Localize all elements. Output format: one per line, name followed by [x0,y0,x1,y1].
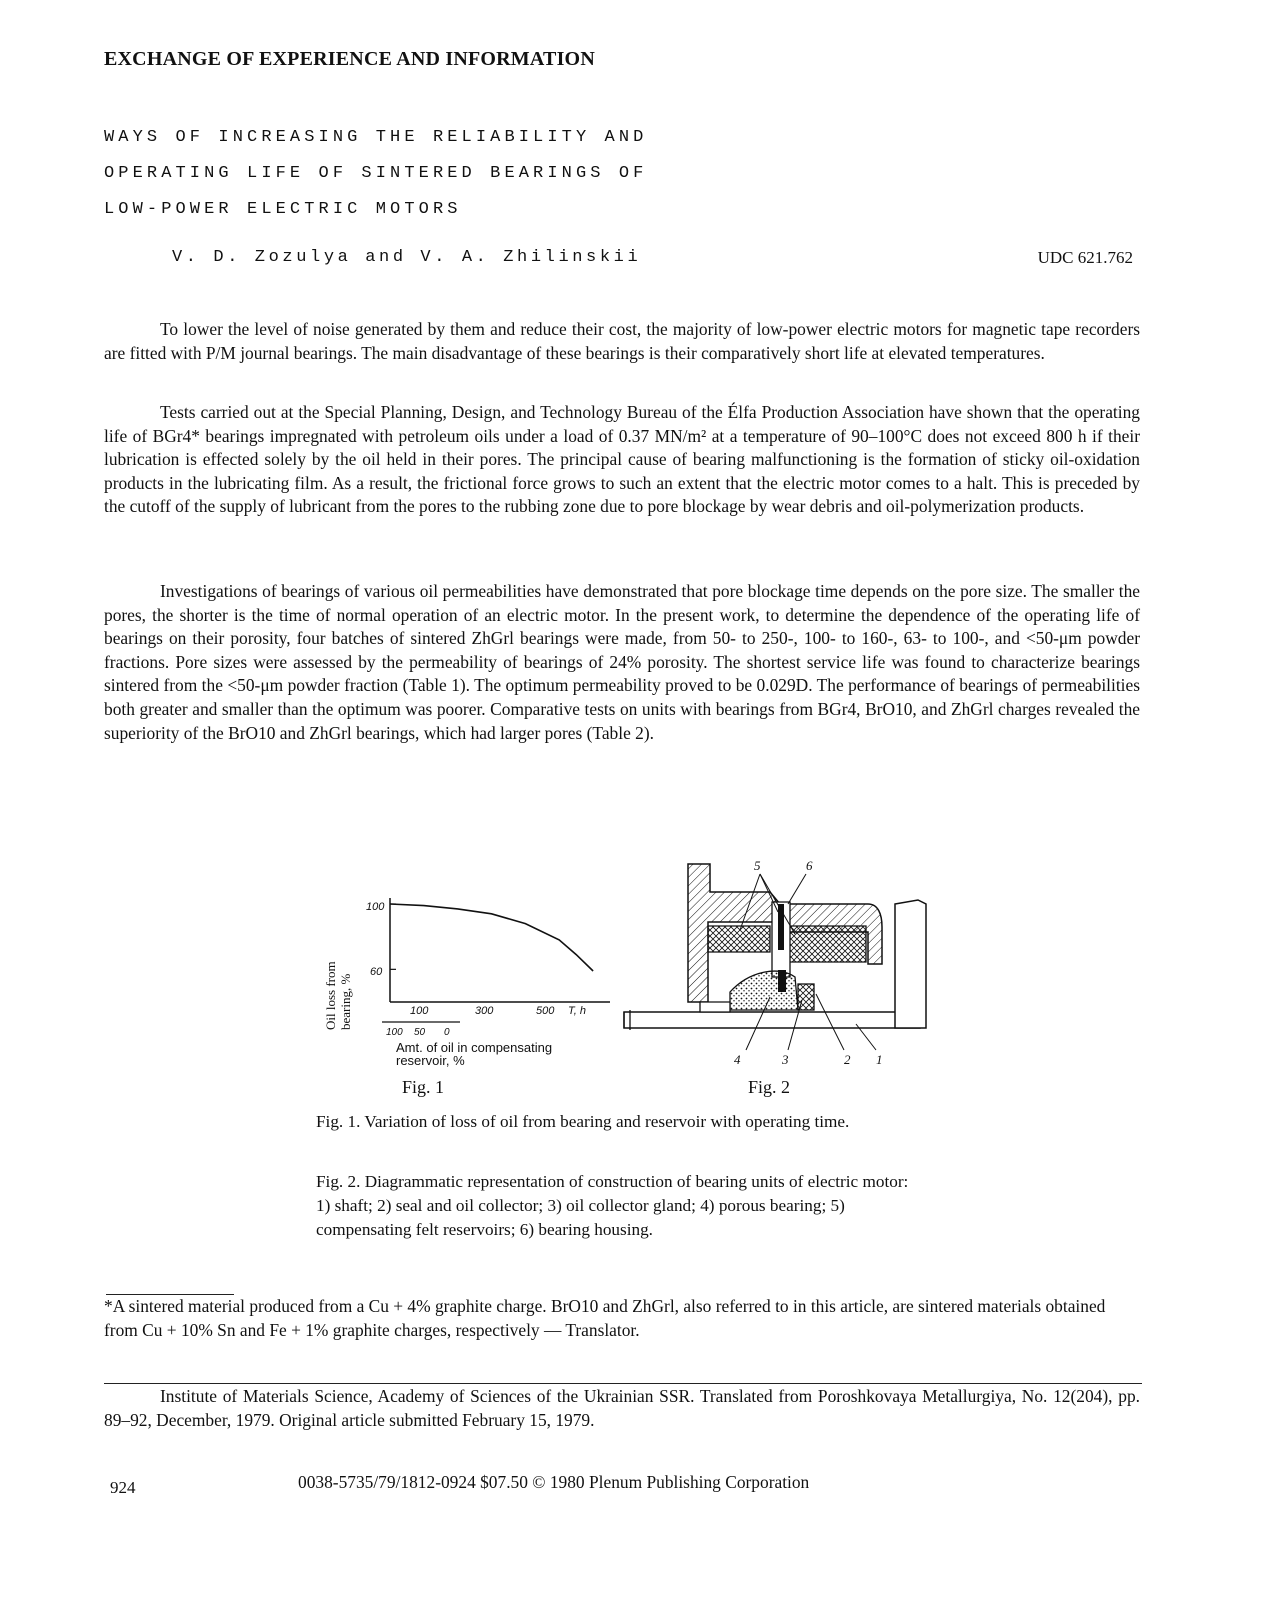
fig2-caption: Fig. 2. Diagrammatic representation of construction of bearing units of electric motor: 1) shaft; 2) seal and oil collector; 3) oil collector gland; 4) porous bearing; 5) compensating felt reservoirs; 6) bearing housing. [316,1172,909,1239]
fig1-xtick-100: 100 [410,1005,429,1017]
fig2-callout-5: 5 [754,858,761,873]
fig2-shaft [624,1012,920,1028]
fig1-rtick-0: 0 [444,1027,450,1038]
fig2-callout-6: 6 [806,858,813,873]
fig2-end-block [700,1002,730,1012]
fig1-x-unit: T, h [568,1005,586,1017]
udc-code: UDC 621.762 [1037,248,1133,267]
fig2-callout-3: 3 [782,1052,789,1067]
fig2-label: Fig. 2 [748,1077,791,1097]
fig1-reservoir-label-1: Amt. of oil in compensating [396,1040,553,1055]
section-heading: EXCHANGE OF EXPERIENCE AND INFORMATION [104,48,595,70]
article-title-line-2: OPERATING LIFE OF SINTERED BEARINGS OF [104,164,648,183]
footnote: *A sintered material produced from a Cu + 4% graphite charge. BrO10 and ZhGrl, also referred to in this article, are sintered materials obtained from Cu + 10% Sn and Fe + 1% graphite charges, respectively — Translator. [104,1296,1106,1340]
fig1-reservoir-label-2: reservoir, % [396,1053,465,1068]
fig2-porous-bearing [730,971,798,1010]
fig1-xtick-300: 300 [475,1005,494,1017]
fig1-oil-loss-line [390,904,593,971]
fig1-ytick-marks [390,904,396,969]
institution-note: Institute of Materials Science, Academy of Sciences of the Ukrainian SSR. Translated from Poroshkovaya Metallurgiya, No. 12(204), pp. 89–92, December, 1979. Original article submitted February 15, 1979. [104,1386,1140,1430]
paragraph-1: To lower the level of noise generated by them and reduce their cost, the majority of low-power electric motors for magnetic tape recorders are fitted with P/M journal bearings. The main disadvantage of these bearings is their comparatively short life at elevated temperatures. [104,319,1140,363]
fig1-ytick-60: 60 [370,966,383,978]
fig1-ylabel-line1: Oil loss from [323,961,338,1030]
article-title-line-3: LOW-POWER ELECTRIC MOTORS [104,200,462,219]
fig1-ylabel-line2: bearing, % [338,973,353,1030]
article-title-line-1: WAYS OF INCREASING THE RELIABILITY AND [104,128,648,147]
fig2-leader-6 [788,874,806,904]
paragraph-2: Tests carried out at the Special Planning, Design, and Technology Bureau of the Élfa Production Association have shown that the operating life of BGr4* bearings impregnated with petroleum oils under a load of 0.37 MN/m² at a temperature of 90–100°C does not exceed 800 h if their lubrication is effected solely by the oil held in their pores. The principal cause of bearing malfunctioning is the formation of sticky oil-oxidation products in the lubricating film. As a result, the frictional force grows to such an extent that the electric motor comes to a halt. This is preceded by the cutoff of the supply of lubricant from the pores to the rubbing zone due to pore blockage by wear debris and oil-polymerization products. [104,402,1140,517]
fig2-rotor [895,900,926,1028]
fig1-chart [310,880,630,1080]
fig1-rtick-50: 50 [414,1027,426,1038]
fig2-diagram [620,852,940,1072]
fig1-caption: Fig. 1. Variation of loss of oil from bearing and reservoir with operating time. [316,1112,850,1131]
fig1-xtick-500: 500 [536,1005,555,1017]
fig2-callout-4: 4 [734,1052,741,1067]
page-number: 924 [110,1478,136,1497]
fig1-rtick-100: 100 [386,1027,403,1038]
fig2-callout-1: 1 [876,1052,883,1067]
authors: V. D. Zozulya and V. A. Zhilinskii [172,248,642,267]
fig2-callout-2: 2 [844,1052,851,1067]
paragraph-3: Investigations of bearings of various oil permeabilities have demonstrated that pore blockage time depends on the pore size. The smaller the pores, the shorter is the time of normal operation of an electric motor. In the present work, to determine the dependence of the operating life of bearings on their porosity, four batches of sintered ZhGrl bearings were made, from 50- to 250-, 100- to 160-, 63- to 100-, and <50-μm powder fractions. Pore sizes were assessed by the permeability of bearings of 24% porosity. The shortest service life was found to characterize bearings sintered from the <50-μm powder fraction (Table 1). The optimum permeability proved to be 0.029D. The performance of bearings of permeabilities both greater and smaller than the optimum was poorer. Comparative tests on units with bearings from BGr4, BrO10, and ZhGrl charges revealed the superiority of the BrO10 and ZhGrl bearings, which had larger pores (Table 2). [104,581,1140,743]
fig1-ytick-100: 100 [366,901,385,913]
fig1-label: Fig. 1 [402,1077,445,1097]
publication-info: 0038-5735/79/1812-0924 $07.50 © 1980 Plenum Publishing Corporation [298,1472,810,1492]
